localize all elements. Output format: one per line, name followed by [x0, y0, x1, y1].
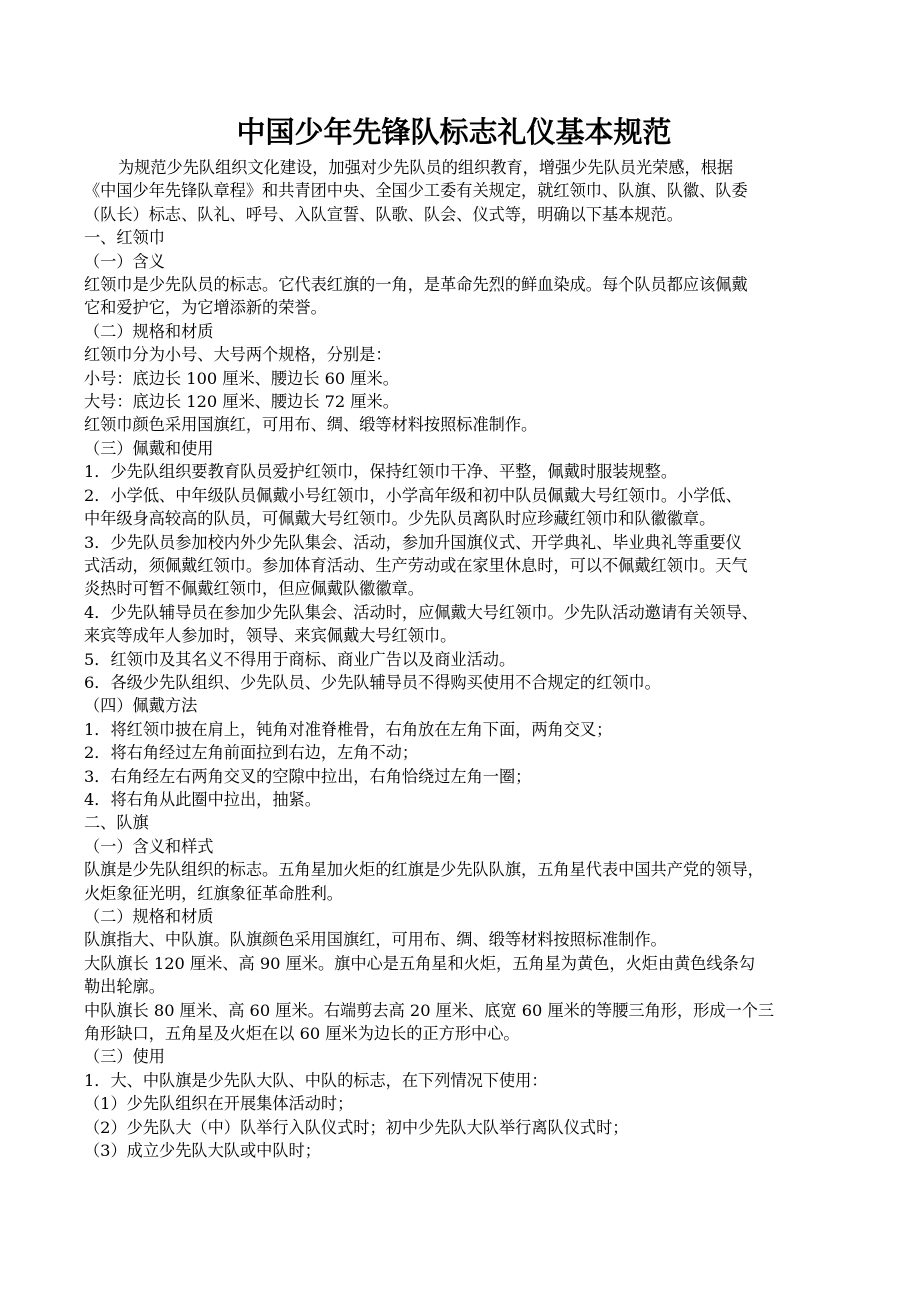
text-line: 队旗指大、中队旗。队旗颜色采用国旗红，可用布、绸、缎等材料按照标准制作。 — [84, 930, 667, 950]
text-line: 6．各级少先队组织、少先队员、少先队辅导员不得购买使用不合规定的红领巾。 — [84, 672, 661, 692]
text-line: 炎热时可暂不佩戴红领巾，但应佩戴队徽徽章。 — [84, 579, 424, 599]
text-line: （二）规格和材质 — [84, 907, 214, 926]
text-line: 小号：底边长 100 厘米、腰边长 60 厘米。 — [84, 368, 399, 388]
text-line: 大队旗长 120 厘米、高 90 厘米。旗中心是五角星和火炬，五角星为黄色，火炬由黄色线条勾 — [84, 953, 756, 973]
text-line: 红领巾颜色采用国旗红，可用布、绸、缎等材料按照标准制作。 — [84, 415, 538, 435]
text-line: （二）规格和材质 — [84, 321, 214, 341]
text-line: （三）佩戴和使用 — [84, 438, 214, 458]
document-title: 中国少年先锋队标志礼仪基本规范 — [236, 115, 672, 149]
text-line: 一、红领巾 — [84, 228, 165, 248]
text-line: （一）含义和样式 — [84, 836, 214, 856]
text-line: 勒出轮廓。 — [84, 977, 165, 997]
text-line: （队长）标志、队礼、呼号、入队宣誓、队歌、队会、仪式等，明确以下基本规范。 — [84, 204, 683, 224]
text-line: （1）少先队组织在开展集体活动时； — [84, 1094, 354, 1114]
text-line: 二、队旗 — [84, 813, 149, 833]
text-line: 火炬象征光明，红旗象征革命胜利。 — [84, 883, 343, 903]
text-line: 2．将右角经过左角前面拉到右边，左角不动； — [84, 743, 419, 763]
text-line: 3．少先队员参加校内外少先队集会、活动，参加升国旗仪式、开学典礼、毕业典礼等重要仪 — [84, 532, 742, 552]
text-line: （3）成立少先队大队或中队时； — [84, 1141, 321, 1161]
text-line: 5．红领巾及其名义不得用于商标、商业广告以及商业活动。 — [84, 649, 516, 669]
text-line: 中队旗长 80 厘米、高 60 厘米。右端剪去高 20 厘米、底宽 60 厘米的等腰三角形，形成一个三 — [84, 1000, 775, 1020]
text-line: 它和爱护它，为它增添新的荣誉。 — [84, 298, 327, 318]
text-line: 来宾等成年人参加时，领导、来宾佩戴大号红领巾。 — [84, 626, 457, 646]
text-line: 4．少先队辅导员在参加少先队集会、活动时，应佩戴大号红领巾。少先队活动邀请有关领导、 — [84, 602, 758, 622]
text-line: 1．少先队组织要教育队员爱护红领巾，保持红领巾干净、平整，佩戴时服装规整。 — [84, 462, 678, 482]
text-line: 《中国少年先锋队章程》和共青团中央、全国少工委有关规定，就红领巾、队旗、队徽、队委 — [84, 181, 748, 201]
document-body — [84, 156, 840, 1162]
text-line: 1．大、中队旗是少先队大队、中队的标志，在下列情况下使用： — [84, 1070, 548, 1090]
text-line: 3．右角经左右两角交叉的空隙中拉出，右角恰绕过左角一圈； — [84, 766, 532, 786]
text-line: 为规范少先队组织文化建设，加强对少先队员的组织教育，增强少先队员光荣感，根据 — [118, 158, 734, 177]
text-line: 红领巾分为小号、大号两个规格，分别是： — [84, 345, 392, 365]
text-line: （三）使用 — [84, 1047, 165, 1067]
text-line: 中年级身高较高的队员，可佩戴大号红领巾。少先队员离队时应珍藏红领巾和队徽徽章。 — [84, 509, 716, 529]
text-line: （一）含义 — [84, 251, 165, 271]
text-line: 式活动，须佩戴红领巾。参加体育活动、生产劳动或在家里休息时，可以不佩戴红领巾。天气 — [84, 555, 748, 575]
text-line: 大号：底边长 120 厘米、腰边长 72 厘米。 — [84, 392, 399, 412]
text-line: （四）佩戴方法 — [84, 696, 198, 716]
text-line: （2）少先队大（中）队举行入队仪式时；初中少先队大队举行离队仪式时； — [84, 1117, 629, 1137]
text-line: 2．小学低、中年级队员佩戴小号红领巾，小学高年级和初中队员佩戴大号红领巾。小学低、 — [84, 485, 742, 505]
text-line: 1．将红领巾披在肩上，钝角对准脊椎骨，右角放在左角下面，两角交叉； — [84, 719, 613, 739]
text-line: 4．将右角从此圈中拉出，抽紧。 — [84, 789, 321, 809]
text-line: 角形缺口，五角星及火炬在以 60 厘米为边长的正方形中心。 — [84, 1024, 520, 1044]
text-line: 队旗是少先队组织的标志。五角星加火炬的红旗是少先队队旗，五角星代表中国共产党的领导， — [84, 860, 764, 880]
text-line: 红领巾是少先队员的标志。它代表红旗的一角，是革命先烈的鲜血染成。每个队员都应该佩戴 — [84, 275, 748, 295]
